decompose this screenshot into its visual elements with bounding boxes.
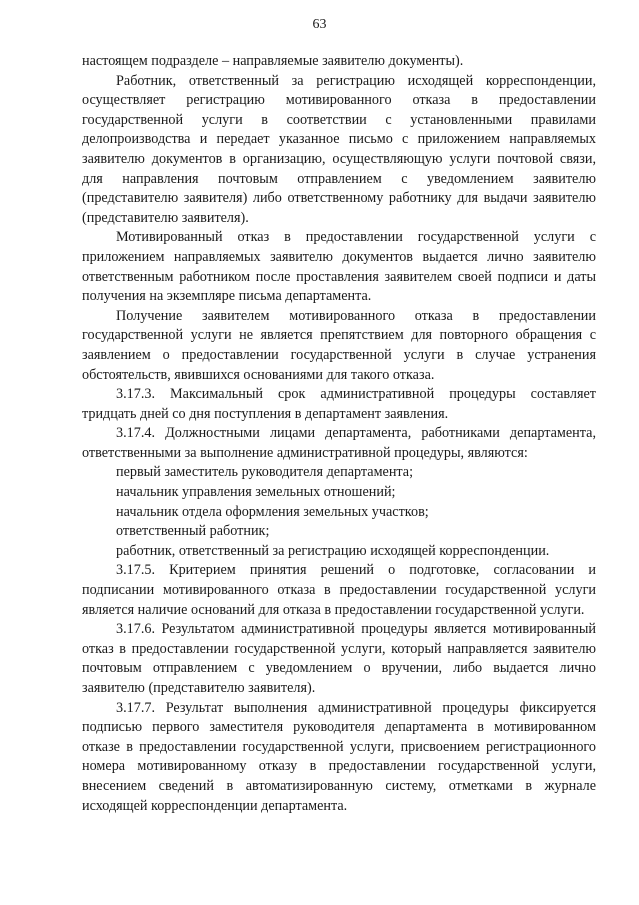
paragraph: 3.17.3. Максимальный срок административной процедуры составляет тридцать дней со дня поступления в департамент заявления. <box>82 386 596 422</box>
paragraph: 3.17.5. Критерием принятия решений о подготовке, согласовании и подписании мотивированного отказа в предоставлении государственной услуги является наличие оснований для отказа в предоставлении государственной услуги. <box>82 562 596 618</box>
list-item: начальник управления земельных отношений; <box>116 484 396 501</box>
paragraph: Работник, ответственный за регистрацию исходящей корреспонденции, осуществляет регистрацию мотивированного отказа в предоставлении государственной услуги в соответствии с установленными правилами делопроизводства и передает указанное письмо с приложением направляемых заявителю документов в организацию, осуществляющую услуги почтовой связи, для направления почтовым отправлением с уведомлением заявителю (представителю заявителя) либо ответственному работнику для выдачи заявителю (представителю заявителя). <box>82 72 596 226</box>
paragraph: Мотивированный отказ в предоставлении государственной услуги с приложением направляемых заявителю документов выдается лично заявителю ответственным работником после проставления заявителем своей подписи и даты получения на экземпляре письма департамента. <box>82 229 596 305</box>
list-item: начальник отдела оформления земельных участков; <box>116 503 429 520</box>
paragraph: Получение заявителем мотивированного отказа в предоставлении государственной услуги не является препятствием для повторного обращения с заявлением о предоставлении государственной услуги в случае устранения обстоятельств, явившихся основаниями для такого отказа. <box>82 307 596 383</box>
list-item: ответственный работник; <box>116 523 270 540</box>
paragraph: 3.17.7. Результат выполнения административной процедуры фиксируется подписью первого заместителя руководителя департамента в мотивированном отказе в предоставлении государственной услуги, присвоением регистрационного номера мотивированному отказу в предоставлении государственной услуги, внесением сведений в автоматизированную систему, отметками в журнале исходящей корреспонденции департамента. <box>82 699 596 814</box>
list-item: первый заместитель руководителя департамента; <box>116 464 414 481</box>
document-body <box>82 52 596 816</box>
paragraph: 3.17.4. Должностными лицами департамента, работниками департамента, ответственными за выполнение административной процедуры, являются: <box>82 425 596 461</box>
page-number: 63 <box>312 17 327 32</box>
paragraph: настоящем подразделе – направляемые заявителю документы). <box>82 53 464 69</box>
paragraph: 3.17.6. Результатом административной процедуры является мотивированный отказ в предоставлении государственной услуги, который направляется заявителю почтовым отправлением с уведомлением о вручении, либо выдается лично заявителю (представителю заявителя). <box>82 621 596 696</box>
list-item: работник, ответственный за регистрацию исходящей корреспонденции. <box>116 542 550 559</box>
